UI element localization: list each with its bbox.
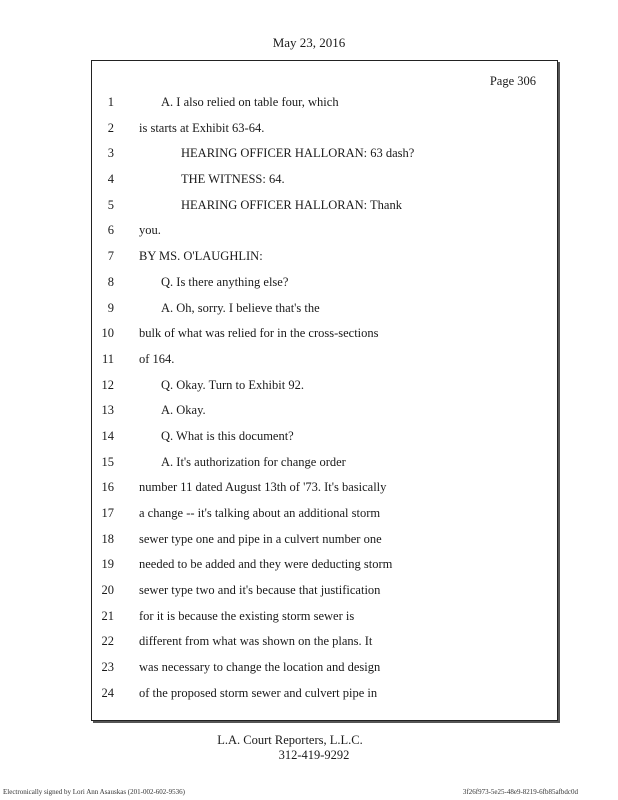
line-text: number 11 dated August 13th of '73. It's basically [139,480,387,495]
line-number: 7 [107,249,114,264]
line-number: 14 [101,428,114,443]
line-number: 15 [101,454,114,469]
line-text: HEARING OFFICER HALLORAN: 63 dash? [181,146,415,161]
line-number: 22 [101,634,114,649]
line-number: 6 [107,223,114,238]
line-number: 18 [101,531,114,546]
line-text: Q. What is this document? [161,428,294,443]
line-text: A. It's authorization for change order [161,454,346,469]
line-number: 17 [101,506,114,520]
line-number: 5 [107,197,114,212]
transcript-lines [92,90,557,707]
line-number: 16 [101,480,114,495]
line-text: needed to be added and they were deducting storm [139,557,393,572]
line-text: of 164. [139,351,175,366]
transcript-line [92,655,557,681]
transcript-line [92,193,557,219]
transcript-line [92,578,557,604]
line-text: sewer type two and it's because that justification [139,583,381,598]
transcript-line [92,450,557,476]
line-text: of the proposed storm sewer and culvert pipe in [139,685,378,700]
transcript-line [92,424,557,450]
line-number: 11 [101,351,114,366]
transcript-line [92,373,557,399]
line-number: 19 [101,557,114,572]
transcript-line [92,167,557,193]
transcript-line [92,475,557,501]
line-text: different from what was shown on the plans. It [139,634,373,649]
transcript-line [92,629,557,655]
line-number: 23 [101,660,114,675]
line-text: A. I also relied on table four, which [161,95,339,109]
transcript-line [92,244,557,270]
transcript-line [92,116,557,142]
line-text: for it is because the existing storm sewer is [139,608,355,623]
document-id: 3f26f973-5e25-48e9-8219-6fb85afbdc0d [462,788,578,796]
transcript-line [92,681,557,707]
line-number: 13 [101,403,114,418]
line-number: 8 [107,274,114,289]
line-text: THE WITNESS: 64. [181,172,285,187]
footer-phone: 312-419-9292 [278,748,350,762]
transcript-line [92,218,557,244]
line-text: Q. Okay. Turn to Exhibit 92. [161,377,304,392]
line-number: 24 [101,685,114,700]
line-number: 9 [107,300,114,315]
line-text: A. Oh, sorry. I believe that's the [161,300,320,315]
line-number: 20 [101,583,114,598]
line-number: 4 [107,172,114,187]
transcript-line [92,321,557,347]
transcript-line [92,552,557,578]
line-text: BY MS. O'LAUGHLIN: [139,249,263,264]
line-number: 21 [101,608,114,623]
transcript-line [92,604,557,630]
line-number: 2 [107,120,114,135]
transcript-line [92,347,557,373]
line-text: was necessary to change the location and design [139,660,381,675]
line-number: 12 [101,377,114,392]
line-text: you. [139,223,161,238]
line-text: Q. Is there anything else? [161,274,289,289]
transcript-line [92,398,557,424]
line-number: 1 [107,95,114,109]
line-text: A. Okay. [161,403,206,418]
transcript-page [91,60,558,721]
footer-company: L.A. Court Reporters, L.L.C. [217,733,363,747]
line-number: 10 [101,326,114,341]
transcript-line [92,296,557,322]
transcript-line [92,141,557,167]
transcript-line [92,527,557,553]
electronic-signature: Electronically signed by Lori Ann Asauskas (201-002-602-9536) [3,788,185,796]
line-text: bulk of what was relied for in the cross-sections [139,326,379,341]
transcript-line [92,90,557,116]
line-text: is starts at Exhibit 63-64. [139,120,265,135]
transcript-line [92,270,557,296]
line-text: sewer type one and pipe in a culvert number one [139,531,382,546]
header-date: May 23, 2016 [272,35,346,50]
line-number: 3 [107,146,114,161]
line-text: a change -- it's talking about an additional storm [139,506,381,520]
transcript-line [92,501,557,527]
page-number: Page 306 [489,74,536,88]
line-text: HEARING OFFICER HALLORAN: Thank [181,197,402,212]
